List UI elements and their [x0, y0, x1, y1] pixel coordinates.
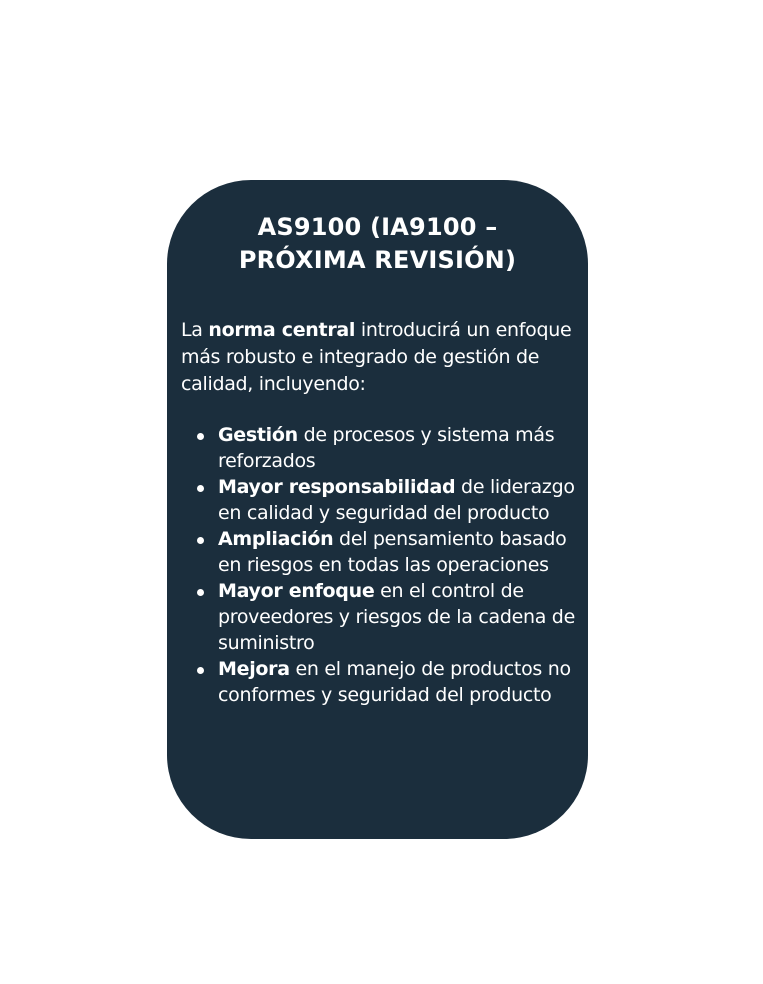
info-card	[167, 180, 588, 839]
bullet-bold: Mayor responsabilidad	[218, 476, 456, 498]
card-title-line-1: AS9100 (IA9100 –	[257, 213, 498, 241]
intro-bold: norma central	[208, 319, 356, 341]
list-item	[181, 656, 586, 708]
list-item	[181, 422, 586, 474]
bullet-text: en el control de proveedores y riesgos de la cadena de suministro	[218, 580, 575, 654]
bullet-dot-icon	[197, 433, 204, 440]
bullet-dot-icon	[197, 485, 204, 492]
bullet-dot-icon	[197, 667, 204, 674]
intro-rest: introducirá un enfoque más robusto e integrado de gestión de calidad, incluyendo:	[181, 319, 572, 395]
bullet-bold: Gestión	[218, 424, 298, 446]
card-title	[167, 211, 588, 277]
bullet-bold: Mejora	[218, 658, 290, 680]
intro-paragraph	[181, 317, 581, 398]
card-title-line-2: PRÓXIMA REVISIÓN)	[238, 246, 517, 274]
intro-lead: La	[181, 319, 209, 341]
list-item	[181, 474, 586, 526]
bullet-bold: Mayor enfoque	[218, 580, 375, 602]
bullet-text: del pensamiento basado en riesgos en todas las operaciones	[218, 528, 567, 576]
bullet-text: de procesos y sistema más reforzados	[218, 424, 555, 472]
list-item	[181, 578, 586, 656]
bullet-dot-icon	[197, 537, 204, 544]
list-item	[181, 526, 586, 578]
bullet-bold: Ampliación	[218, 528, 334, 550]
bullet-text: de liderazgo en calidad y seguridad del producto	[218, 476, 575, 524]
bullet-dot-icon	[197, 589, 204, 596]
bullet-text: en el manejo de productos no conformes y seguridad del producto	[218, 658, 571, 706]
bullet-list	[181, 422, 586, 708]
